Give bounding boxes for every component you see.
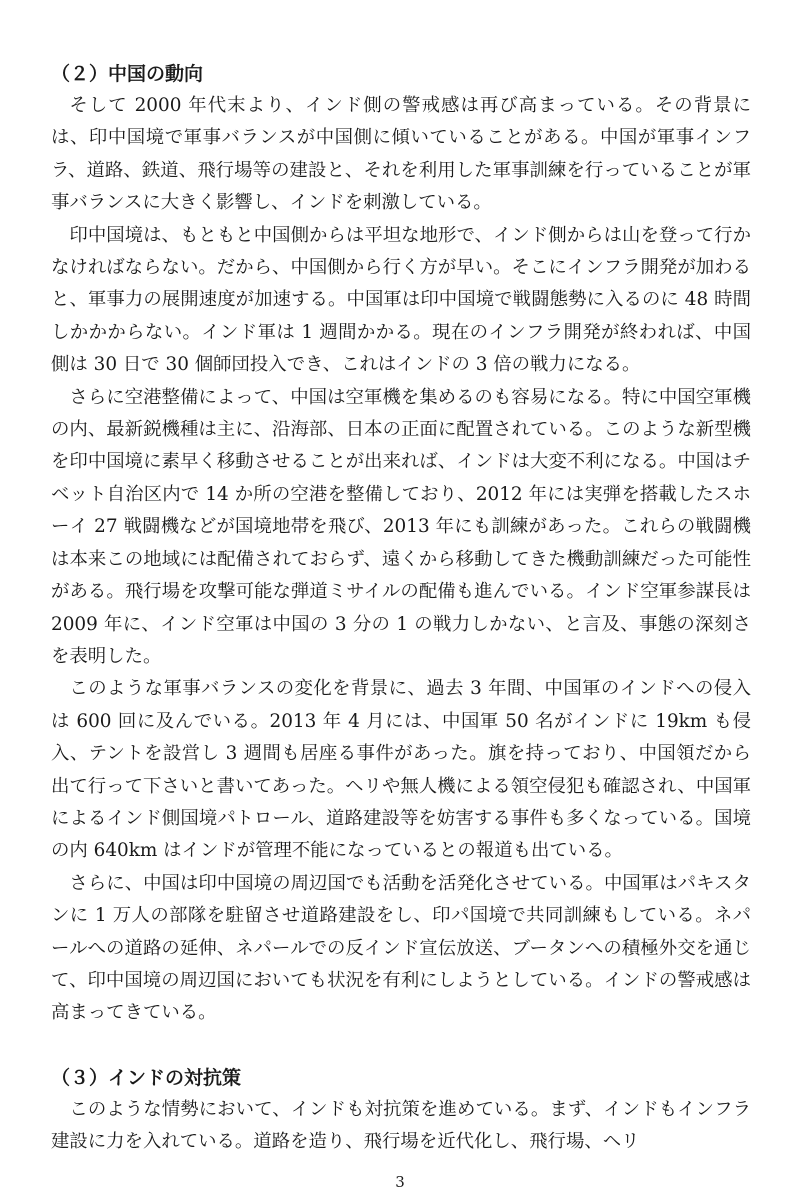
section-2-paragraph-2: 印中国境は、もともと中国側からは平坦な地形で、インド側からは山を登って行かなければならない。だから、中国側から行く方が早い。そこにインフラ開発が加わると、軍事力の展開速度が加速する。中国軍は印中国境で戦闘態勢に入るのに 48 時間しかかからない。インド軍は 1 週間かかる。現在のインフラ開発が終われば、中国側は 30 日で 30 個師団投入でき、これはインドの 3 倍の戦力になる。 [51, 224, 751, 376]
section-2-paragraph-3: さらに空港整備によって、中国は空軍機を集めるのも容易になる。特に中国空軍機の内、最新鋭機種は主に、沿海部、日本の正面に配置されている。このような新型機を印中国境に素早く移動させることが出来れば、インドは大変不利になる。中国はチベット自治区内で 14 か所の空港を整備しており、2012 年には実弾を搭載したスホーイ 27 戦闘機などが国境地帯を飛び、2013 年にも訓練があった。これらの戦闘機は本来この地域には配備されておらず、遠くから移動してきた機動訓練だった可能性がある。飛行場を攻撃可能な弾道ミサイルの配備も進んでいる。インド空軍参謀長は 2009 年に、インド空軍は中国の 3 分の 1 の戦力しかない、と言及、事態の深刻さを表明した。 [51, 386, 751, 667]
section-2-paragraph-4: このような軍事バランスの変化を背景に、過去 3 年間、中国軍のインドへの侵入は 600 回に及んでいる。2013 年 4 月には、中国軍 50 名がインドに 19km も侵入、テントを設営し 3 週間も居座る事件があった。旗を持っており、中国領だから出て行って下さいと書いてあった。ヘリや無人機による領空侵犯も確認され、中国軍によるインド側国境パトロール、道路建設等を妨害する事件も多くなっている。国境の内 640km はインドが管理不能になっているとの報道も出ている。 [51, 678, 751, 862]
section-2-paragraph-1: そして 2000 年代末より、インド側の警戒感は再び高まっている。その背景には、印中国境で軍事バランスが中国側に傾いていることがある。中国が軍事インフラ、道路、鉄道、飛行場等の建設と、それを利用した軍事訓練を行っていることが軍事バランスに大きく影響し、インドを刺激している。 [51, 95, 751, 214]
section-3-paragraph-1: このような情勢において、インドも対抗策を進めている。まず、インドもインフラ建設に力を入れている。道路を造り、飛行場を近代化し、飛行場、ヘリ [51, 1098, 751, 1153]
section-3-heading: （３）インドの対抗策 [51, 1066, 242, 1089]
document-page [51, 58, 751, 1159]
page-number: 3 [395, 1173, 405, 1191]
section-gap [51, 1030, 751, 1062]
section-2-paragraph-5: さらに、中国は印中国境の周辺国でも活動を活発化させている。中国軍はパキスタンに 1 万人の部隊を駐留させ道路建設をし、印パ国境で共同訓練もしている。ネパールへの道路の延伸、ネパールでの反インド宣伝放送、ブータンへの積極外交を通じて、印中国境の周辺国においても状況を有利にしようとしている。インドの警戒感は高まってきている。 [51, 872, 751, 1024]
section-2-heading: （２）中国の動向 [51, 63, 204, 85]
